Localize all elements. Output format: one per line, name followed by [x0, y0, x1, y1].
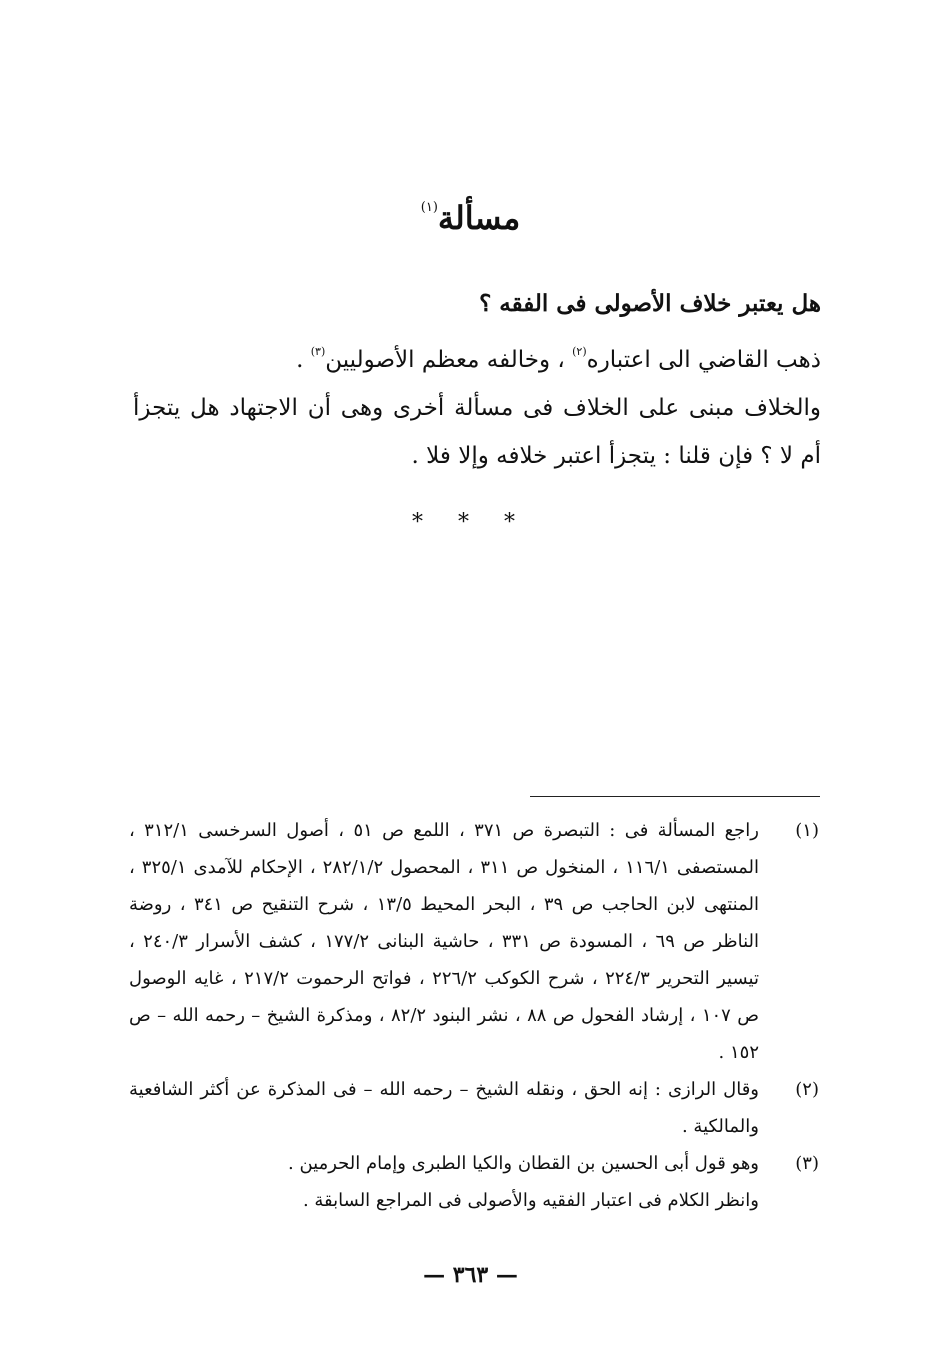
footnote-number: (٣): [795, 1153, 819, 1174]
footnote-text: وقال الرازى : إنه الحق ، ونقله الشيخ – رحمه الله – فى المذكرة عن أكثر الشافعية والمالكية .: [129, 1079, 759, 1137]
heading-footnote-ref: (١): [420, 200, 438, 215]
section-heading: [0, 186, 941, 240]
footnotes: [129, 812, 819, 1219]
question-line: هل يعتبر خلاف الأصولى فى الفقه ؟: [479, 290, 821, 317]
footnote-2: [129, 1071, 819, 1145]
opinion-text-a: ذهب القاضي الى اعتباره: [586, 347, 821, 373]
footnote-text: راجع المسألة فى : التبصرة ص ٣٧١ ، اللمع ص ٥١ ، أصول السرخسى ٣١٢/١ ، المستصفى ١١٦/١ ، المنخول ص ٣١١ ، المحصول ٢٨٢/١/٢ ، الإحكام للآمدى ٣٢٥/١ ، المنتهى لابن الحاجب ص ٣٩ ، البحر المحيط ١٣/٥ ، شرح التنقيح ص ٣٤١ ، روضة الناظر ص ٦٩ ، المسودة ص ٣٣١ ، حاشية البنانى ١٧٧/٢ ، كشف الأسرار ٢٤٠/٣ ، تيسير التحرير ٢٢٤/٣ ، شرح الكوكب ٢٢٦/٢ ، فواتح الرحموت ٢١٧/٢ ، غايه الوصول ص ١٠٧ ، إرشاد الفحول ص ٨٨ ، نشر البنود ٨٢/٢ ، ومذكرة الشيخ – رحمه الله – ص ١٥٢ .: [129, 820, 760, 1063]
heading-title: مسألة: [437, 199, 521, 237]
opinion-text-end: .: [296, 347, 311, 373]
footnote-rule: [530, 796, 820, 797]
page-number: — ٣٦٣ —: [423, 1262, 518, 1288]
footnote-number: (١): [795, 820, 819, 841]
footnote-text-line1: وهو قول أبى الحسين بن القطان والكيا الطبرى وإمام الحرمين .: [288, 1153, 759, 1174]
footnote-3: [129, 1145, 819, 1219]
footnote-text-line2: وانظر الكلام فى اعتبار الفقيه والأصولى فى المراجع السابقة .: [302, 1190, 759, 1211]
opinion-text-b: ، وخالفه معظم الأصوليين: [325, 347, 573, 373]
section-separator: * * *: [412, 510, 529, 535]
explanation-paragraph: والخلاف مبنى على الخلاف فى مسألة أخرى وهى أن الاجتهاد هل يتجزأ أم لا ؟ فإن قلنا : يتجزأ اعتبر خلافه وإلا فلا .: [133, 395, 821, 469]
footnote-ref-3: (٣): [310, 345, 326, 358]
main-text: [133, 280, 821, 480]
opinion-line: [133, 328, 821, 384]
footnote-number: (٢): [795, 1079, 819, 1100]
footnote-1: [129, 812, 819, 1071]
footnote-ref-2: (٢): [572, 345, 587, 358]
